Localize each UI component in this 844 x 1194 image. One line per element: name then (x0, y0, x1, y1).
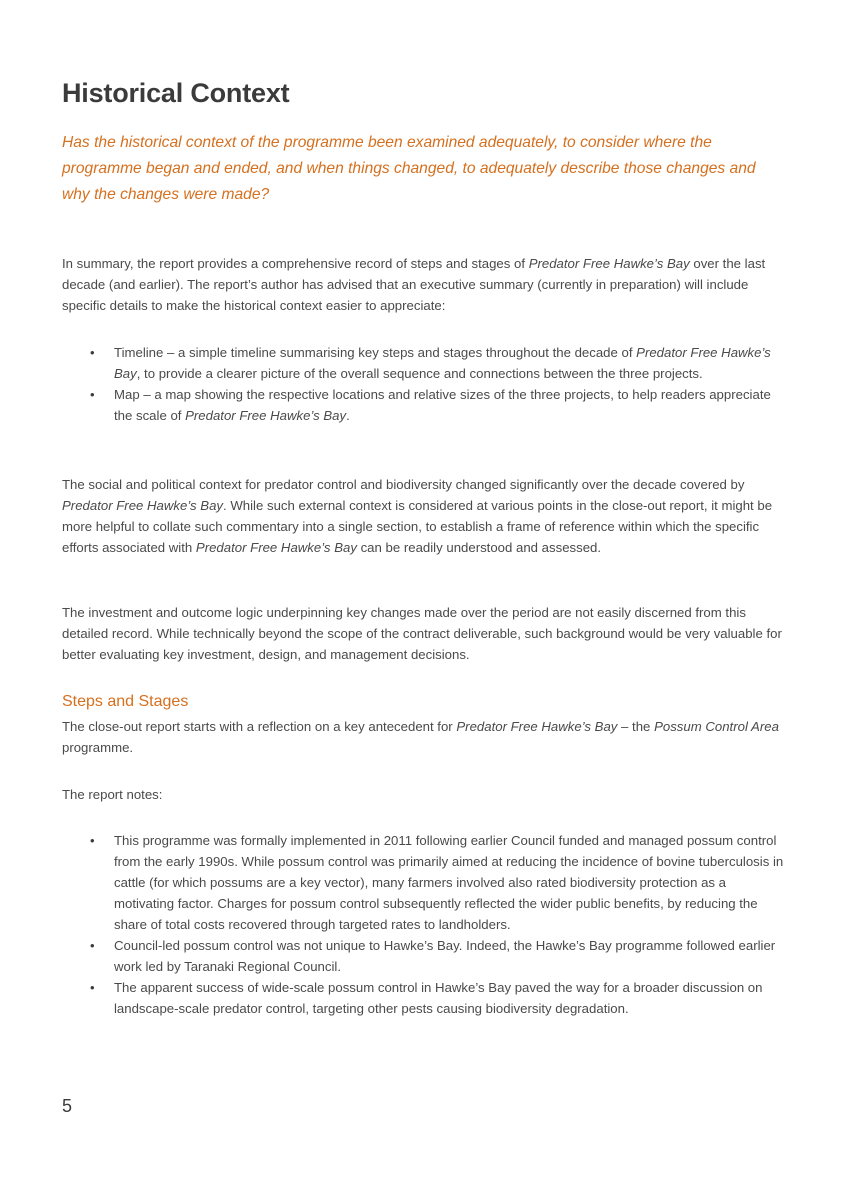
list-item: • This programme was formally implemented in 2011 following earlier Council funded and managed possum control from the early 1990s. While possum control was primarily aimed at reducing the incidence of bovine tuberculosis in cattle (for which possums are a key vector), many farmers involved also rated biodiversity protection as a motivating factor. Charges for possum control subsequently reflected the wider public benefits, by reducing the share of total costs recovered through targeted rates to landholders. (62, 830, 784, 935)
page-number: 5 (62, 1096, 73, 1116)
list-item: • The apparent success of wide-scale possum control in Hawke’s Bay paved the way for a broader discussion on landscape-scale predator control, targeting other pests causing biodiversity degradation. (62, 977, 784, 1019)
list-item: • Map – a map showing the respective locations and relative sizes of the three projects, to help readers appreciate the scale of Predator Free Hawke’s Bay. (62, 384, 784, 426)
investment-paragraph: The investment and outcome logic underpinning key changes made over the period are not easily discerned from this detailed record. While technically beyond the scope of the contract deliverable, such background would be very valuable for better evaluating key investment, design, and management decisions. (62, 605, 782, 662)
closeout-paragraph: The close-out report starts with a reflection on a key antecedent for Predator Free Hawke’s Bay – the Possum Control Area programme. (62, 719, 779, 755)
notes-intro: The report notes: (62, 787, 163, 802)
report-notes-list (62, 830, 784, 1019)
section-heading: Steps and Stages (62, 693, 189, 710)
social-context-paragraph: The social and political context for predator control and biodiversity changed significantly over the decade covered by Predator Free Hawke’s Bay. While such external context is considered at various points in the close-out report, it might be more helpful to collate such commentary into a single section, to establish a frame of reference within which the specific efforts associated with Predator Free Hawke’s Bay can be readily understood and assessed. (62, 477, 773, 555)
summary-paragraph: In summary, the report provides a comprehensive record of steps and stages of Predator Free Hawke’s Bay over the last decade (and earlier). The report’s author has advised that an executive summary (currently in preparation) will include specific details to make the historical context easier to appreciate: (62, 256, 766, 313)
review-question: Has the historical context of the programme been examined adequately, to consider where the programme began and ended, and when things changed, to adequately describe those changes and why the changes were made? (62, 134, 756, 203)
page-title: Historical Context (62, 78, 290, 108)
list-item: • Timeline – a simple timeline summarising key steps and stages throughout the decade of Predator Free Hawke’s Bay, to provide a clearer picture of the overall sequence and connections between the three projects. (62, 342, 784, 384)
executive-summary-list (62, 342, 784, 426)
list-item: • Council-led possum control was not unique to Hawke’s Bay. Indeed, the Hawke’s Bay programme followed earlier work led by Taranaki Regional Council. (62, 935, 784, 977)
